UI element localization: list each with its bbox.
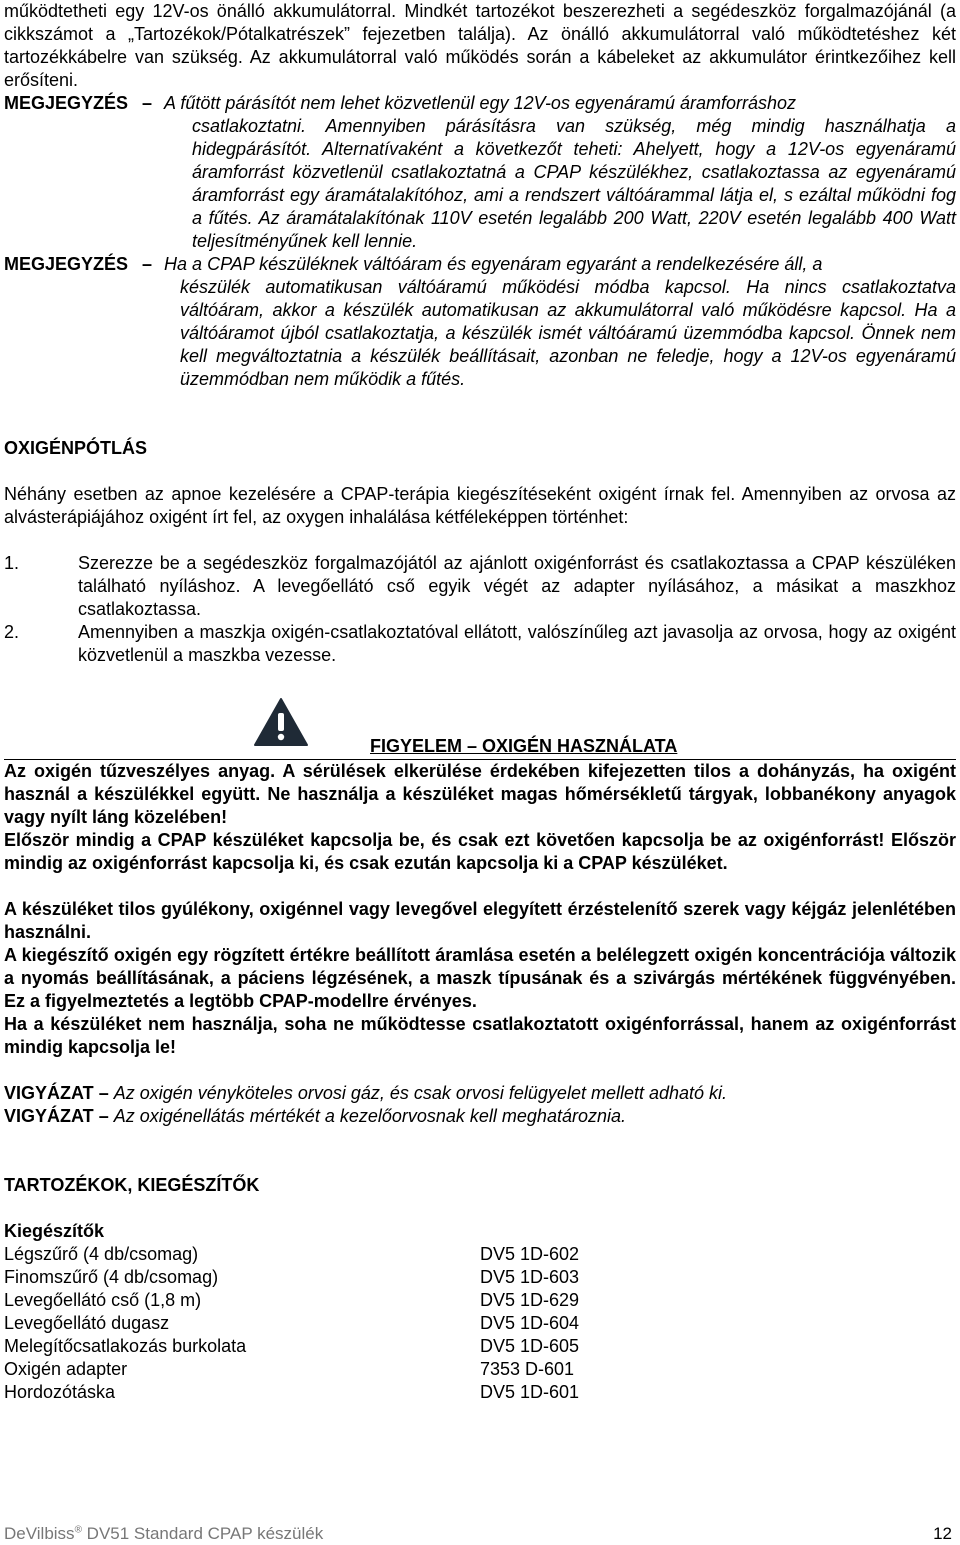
accessory-code: DV5 1D-605 bbox=[480, 1336, 580, 1356]
caution-text: Az oxigén vényköteles orvosi gáz, és csak orvosi felügyelet mellett adható ki. bbox=[113, 1083, 728, 1103]
list-text: Szerezze be a segédeszköz forgalmazójától az ajánlott oxigénforrást és csatlakoztassa a CPAP készüléken található nyíláshoz. A levegőellátó cső egyik végét az adapter nyílásához, a másikat a maszkhoz csatlakoztassa. bbox=[78, 553, 956, 619]
section-title-oxygen: OXIGÉNPÓTLÁS bbox=[4, 438, 148, 458]
note-block-1 bbox=[4, 92, 956, 253]
caution-line bbox=[4, 1082, 956, 1105]
warning-paragraph: Ha a készüléket nem használja, soha ne működtesse csatlakoztatott oxigénforrással, hanem az oxigénforrást mindig kapcsolja le! bbox=[4, 1014, 956, 1057]
warning-paragraph: A kiegészítő oxigén egy rögzített értékre beállított áramlása esetén a belélegzett oxigén koncentrációja változik a nyomás beállításának, a páciens légzésének, a maszk típusának és a szivárgás mértékének függvényében. Ez a figyelmeztetés a legtöbb CPAP-modellre érvényes. bbox=[4, 945, 956, 1011]
accessory-name: Levegőellátó dugasz bbox=[4, 1313, 170, 1333]
footer-brand: DeVilbiss bbox=[4, 1524, 75, 1543]
list-item bbox=[4, 621, 956, 667]
accessory-code: DV5 1D-602 bbox=[480, 1244, 580, 1264]
warning-paragraph: A készüléket tilos gyúlékony, oxigénnel vagy levegővel elegyített érzéstelenítő szerek vagy kéjgáz jelenlétében használni. bbox=[4, 899, 956, 942]
accessory-name: Finomszűrő (4 db/csomag) bbox=[4, 1267, 219, 1287]
document-page bbox=[4, 0, 956, 1404]
footer-product: DV51 Standard CPAP készülék bbox=[81, 1524, 324, 1543]
list-text: Amennyiben a maszkja oxigén-csatlakoztatóval ellátott, valószínűleg azt javasolja az orvosa, hogy az oxigént közvetlenül a maszkba vezesse. bbox=[78, 622, 956, 665]
accessory-code: 7353 D-601 bbox=[480, 1359, 575, 1379]
accessory-code: DV5 1D-604 bbox=[480, 1313, 580, 1333]
accessories-table bbox=[4, 1243, 956, 1404]
caution-dash: – bbox=[98, 1083, 109, 1103]
accessory-code: DV5 1D-601 bbox=[480, 1382, 580, 1402]
caution-dash: – bbox=[98, 1106, 109, 1126]
registered-mark: ® bbox=[74, 1524, 82, 1536]
list-item bbox=[4, 552, 956, 621]
note-dash: – bbox=[142, 93, 153, 113]
page-footer bbox=[4, 1522, 952, 1545]
note-block-2 bbox=[4, 253, 956, 391]
intro-paragraph: működtetheti egy 12V-os önálló akkumulátorral. Mindkét tartozékot beszerezheti a segédeszköz forgalmazójánál (a cikkszámot a „Tartozékok/Pótalkatrészek” fejezetben találja). Az önálló akkumulátorral való működtetéshez két tartozékkábelre van szükség. Az akkumulátorral való működés során a kábeleket az akkumulátor érintkezőihez kell erősíteni. bbox=[4, 1, 956, 90]
note-label: MEGJEGYZÉS bbox=[4, 254, 129, 274]
accessory-name: Levegőellátó cső (1,8 m) bbox=[4, 1290, 202, 1310]
warning-paragraph: Az oxigén tűzveszélyes anyag. A sérülések elkerülése érdekében kifejezetten tilos a dohányzás, ha oxigént használ a készülékkel együtt. Ne használja a készüléket magas hőmérsékletű tárgyak, lobbanékony anyagok vagy nyílt láng közelében! bbox=[4, 761, 956, 827]
caution-line bbox=[4, 1105, 956, 1128]
accessory-name: Légszűrő (4 db/csomag) bbox=[4, 1244, 199, 1264]
page-number: 12 bbox=[933, 1524, 952, 1543]
accessories-subtitle: Kiegészítők bbox=[4, 1221, 105, 1241]
note-first-line: Ha a CPAP készüléknek váltóáram és egyenáram egyaránt a rendelkezésére áll, a bbox=[164, 254, 823, 274]
note-first-line: A fűtött párásítót nem lehet közvetlenül egy 12V-os egyenáramú áramforráshoz bbox=[164, 93, 797, 113]
oxygen-intro: Néhány esetben az apnoe kezelésére a CPAP-terápia kiegészítéseként oxigént írnak fel. Amennyiben az orvosa az alvásterápiájához oxigént írt fel, az oxygen inhalálása kétféleképpen történhet: bbox=[4, 484, 956, 527]
section-title-accessories: TARTOZÉKOK, KIEGÉSZÍTŐK bbox=[4, 1175, 260, 1195]
caution-text: Az oxigénellátás mértékét a kezelőorvosnak kell meghatároznia. bbox=[113, 1106, 626, 1126]
accessory-name: Oxigén adapter bbox=[4, 1359, 128, 1379]
warning-triangle-icon bbox=[253, 697, 309, 747]
accessory-name: Hordozótáska bbox=[4, 1382, 116, 1402]
warning-paragraph: Először mindig a CPAP készüléket kapcsolja be, és csak ezt követően kapcsolja be az oxigénforrást! Először mindig az oxigénforrást kapcsolja ki, és csak ezután kapcsolja ki a CPAP készüléket. bbox=[4, 830, 956, 873]
accessory-code: DV5 1D-629 bbox=[480, 1290, 580, 1310]
accessory-code: DV5 1D-603 bbox=[480, 1267, 580, 1287]
note-body: csatlakoztatni. Amennyiben párásításra van szükség, még mindig használhatja a hidegpárásítót. Alternatívaként a következőt teheti: Ahelyett, hogy a 12V-os egyenáramú áramforrást közvetlenül csatlakoztatná a CPAP készülékhez, csatlakoztassa az egyenáramú áramforrást egy áramátalakítóhoz, ami a rendszert váltóárammal látja el, s ezáltal működni fog a fűtés. Az áramátalakítónak 110V esetén legalább 200 Watt, 220V esetén legalább 400 Watt teljesítményűnek kell lennie. bbox=[192, 116, 956, 251]
note-dash: – bbox=[142, 254, 153, 274]
caution-label: VIGYÁZAT bbox=[4, 1106, 94, 1126]
oxygen-steps-list bbox=[4, 552, 956, 667]
footer-title bbox=[4, 1522, 323, 1545]
note-body: készülék automatikusan váltóáramú működési módba kapcsol. Ha nincs csatlakoztatva váltóáram, akkor a készülék automatikusan az akkumulátorral való működésre kapcsol. Ha a váltóáramot újból csatlakoztatja, a készülék ismét váltóáramú üzemmódba kapcsol. Önnek nem kell megváltoztatnia a készülék beállításait, azonban ne feledje, hogy a 12V-os egyenáramú üzemmódban nem működik a fűtés. bbox=[180, 277, 956, 389]
caution-label: VIGYÁZAT bbox=[4, 1083, 94, 1103]
list-number: 1. bbox=[4, 553, 20, 573]
warning-title: FIGYELEM – OXIGÉN HASZNÁLATA bbox=[370, 736, 678, 756]
warning-header bbox=[4, 697, 956, 759]
note-label: MEGJEGYZÉS bbox=[4, 93, 129, 113]
accessory-name: Melegítőcsatlakozás burkolata bbox=[4, 1336, 247, 1356]
list-number: 2. bbox=[4, 622, 20, 642]
